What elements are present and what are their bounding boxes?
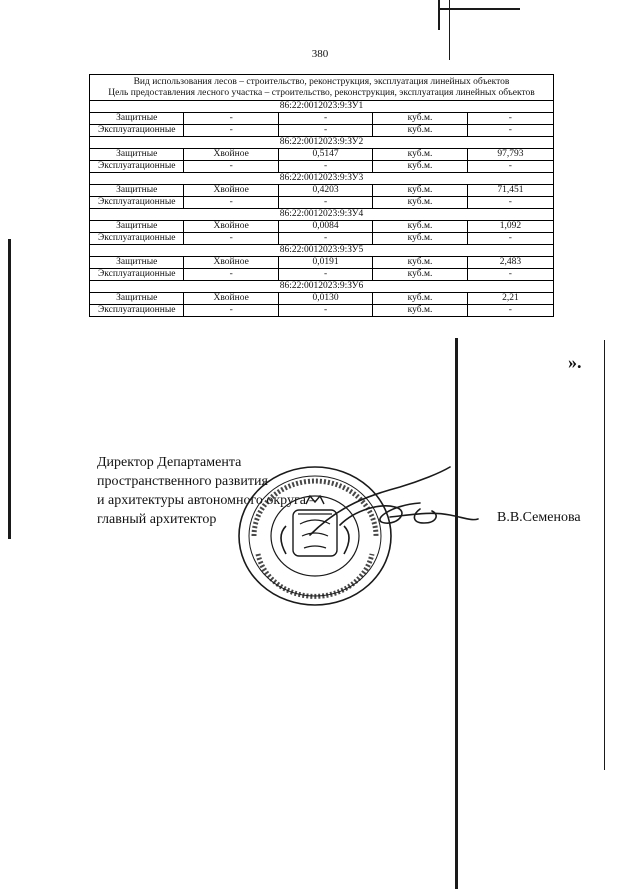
scan-line	[440, 8, 520, 10]
plot-id-cell: 86:22:0012023:9:ЗУ5	[90, 245, 554, 257]
cell-rate: -	[467, 125, 553, 137]
plot-id-cell: 86:22:0012023:9:ЗУ3	[90, 173, 554, 185]
cell-rate: 1,092	[467, 221, 553, 233]
handwritten-signature	[300, 465, 480, 555]
table-row	[90, 257, 554, 269]
table-row	[90, 113, 554, 125]
cell-volume: 0,0191	[278, 257, 372, 269]
table-row	[90, 149, 554, 161]
table-row	[90, 161, 554, 173]
plot-id-row	[90, 173, 554, 185]
cell-type: Защитные	[90, 185, 184, 197]
cell-unit: куб.м.	[373, 305, 467, 317]
cell-unit: куб.м.	[373, 185, 467, 197]
usage-type-line: Вид использования лесов – строительство, реконструкция, эксплуатация линейных объектов	[133, 77, 510, 87]
cell-rate: -	[467, 197, 553, 209]
cell-volume: -	[278, 305, 372, 317]
signatory-name: В.В.Семенова	[497, 510, 581, 525]
cell-rate: -	[467, 161, 553, 173]
cell-type: Эксплуатационные	[90, 233, 184, 245]
cell-species: -	[184, 161, 278, 173]
scan-line	[604, 340, 605, 770]
cell-volume: -	[278, 269, 372, 281]
cell-species: -	[184, 197, 278, 209]
cell-species: Хвойное	[184, 293, 278, 305]
cell-species: -	[184, 113, 278, 125]
table-row	[90, 233, 554, 245]
cell-unit: куб.м.	[373, 233, 467, 245]
table-row	[90, 269, 554, 281]
cell-type: Защитные	[90, 113, 184, 125]
cell-type: Защитные	[90, 149, 184, 161]
scan-line	[455, 338, 458, 889]
table-row	[90, 221, 554, 233]
cell-rate: -	[467, 269, 553, 281]
table-row	[90, 197, 554, 209]
signatory-title-line: Директор Департамента	[97, 455, 242, 470]
cell-species: Хвойное	[184, 221, 278, 233]
plot-id-row	[90, 245, 554, 257]
cell-type: Эксплуатационные	[90, 125, 184, 137]
plot-id-cell: 86:22:0012023:9:ЗУ1	[90, 101, 554, 113]
signatory-title-line: и архитектуры автономного округа –	[97, 493, 317, 508]
table-row	[90, 125, 554, 137]
cell-unit: куб.м.	[373, 113, 467, 125]
cell-type: Защитные	[90, 293, 184, 305]
cell-volume: -	[278, 125, 372, 137]
signatory-title-line: пространственного развития	[97, 474, 268, 489]
plot-id-cell: 86:22:0012023:9:ЗУ6	[90, 281, 554, 293]
page-number: 380	[311, 48, 329, 60]
plot-id-cell: 86:22:0012023:9:ЗУ4	[90, 209, 554, 221]
cell-type: Эксплуатационные	[90, 269, 184, 281]
cell-volume: -	[278, 197, 372, 209]
cell-species: -	[184, 125, 278, 137]
cell-volume: 0,4203	[278, 185, 372, 197]
cell-type: Эксплуатационные	[90, 197, 184, 209]
cell-unit: куб.м.	[373, 293, 467, 305]
table-header-row	[90, 75, 554, 101]
scan-line	[8, 239, 11, 539]
cell-type: Эксплуатационные	[90, 161, 184, 173]
cell-species: -	[184, 269, 278, 281]
scan-line	[438, 0, 440, 30]
closing-quote: ».	[568, 352, 582, 372]
cell-volume: 0,5147	[278, 149, 372, 161]
plot-id-row	[90, 209, 554, 221]
cell-unit: куб.м.	[373, 197, 467, 209]
cell-unit: куб.м.	[373, 221, 467, 233]
cell-unit: куб.м.	[373, 161, 467, 173]
cell-species: Хвойное	[184, 149, 278, 161]
signatory-title-line: главный архитектор	[97, 512, 217, 527]
usage-purpose-line: Цель предоставления лесного участка – строительство, реконструкция, эксплуатация линейных объектов	[108, 88, 535, 98]
cell-unit: куб.м.	[373, 125, 467, 137]
cell-volume: 0,0084	[278, 221, 372, 233]
cell-type: Защитные	[90, 257, 184, 269]
cell-volume: -	[278, 233, 372, 245]
table-header-cell	[90, 75, 554, 101]
cell-species: Хвойное	[184, 257, 278, 269]
cell-rate: 71,451	[467, 185, 553, 197]
cell-rate: 2,21	[467, 293, 553, 305]
cell-species: -	[184, 305, 278, 317]
cell-rate: 97,793	[467, 149, 553, 161]
cell-unit: куб.м.	[373, 257, 467, 269]
cell-unit: куб.м.	[373, 149, 467, 161]
forest-use-table	[89, 74, 554, 317]
cell-type: Эксплуатационные	[90, 305, 184, 317]
cell-species: Хвойное	[184, 185, 278, 197]
cell-rate: -	[467, 233, 553, 245]
cell-species: -	[184, 233, 278, 245]
plot-id-row	[90, 137, 554, 149]
cell-volume: 0,0130	[278, 293, 372, 305]
table-row	[90, 293, 554, 305]
cell-type: Защитные	[90, 221, 184, 233]
cell-rate: -	[467, 113, 553, 125]
plot-id-row	[90, 281, 554, 293]
cell-volume: -	[278, 113, 372, 125]
plot-id-cell: 86:22:0012023:9:ЗУ2	[90, 137, 554, 149]
table-row	[90, 305, 554, 317]
table-row	[90, 185, 554, 197]
cell-unit: куб.м.	[373, 269, 467, 281]
cell-volume: -	[278, 161, 372, 173]
plot-id-row	[90, 101, 554, 113]
cell-rate: -	[467, 305, 553, 317]
cell-rate: 2,483	[467, 257, 553, 269]
